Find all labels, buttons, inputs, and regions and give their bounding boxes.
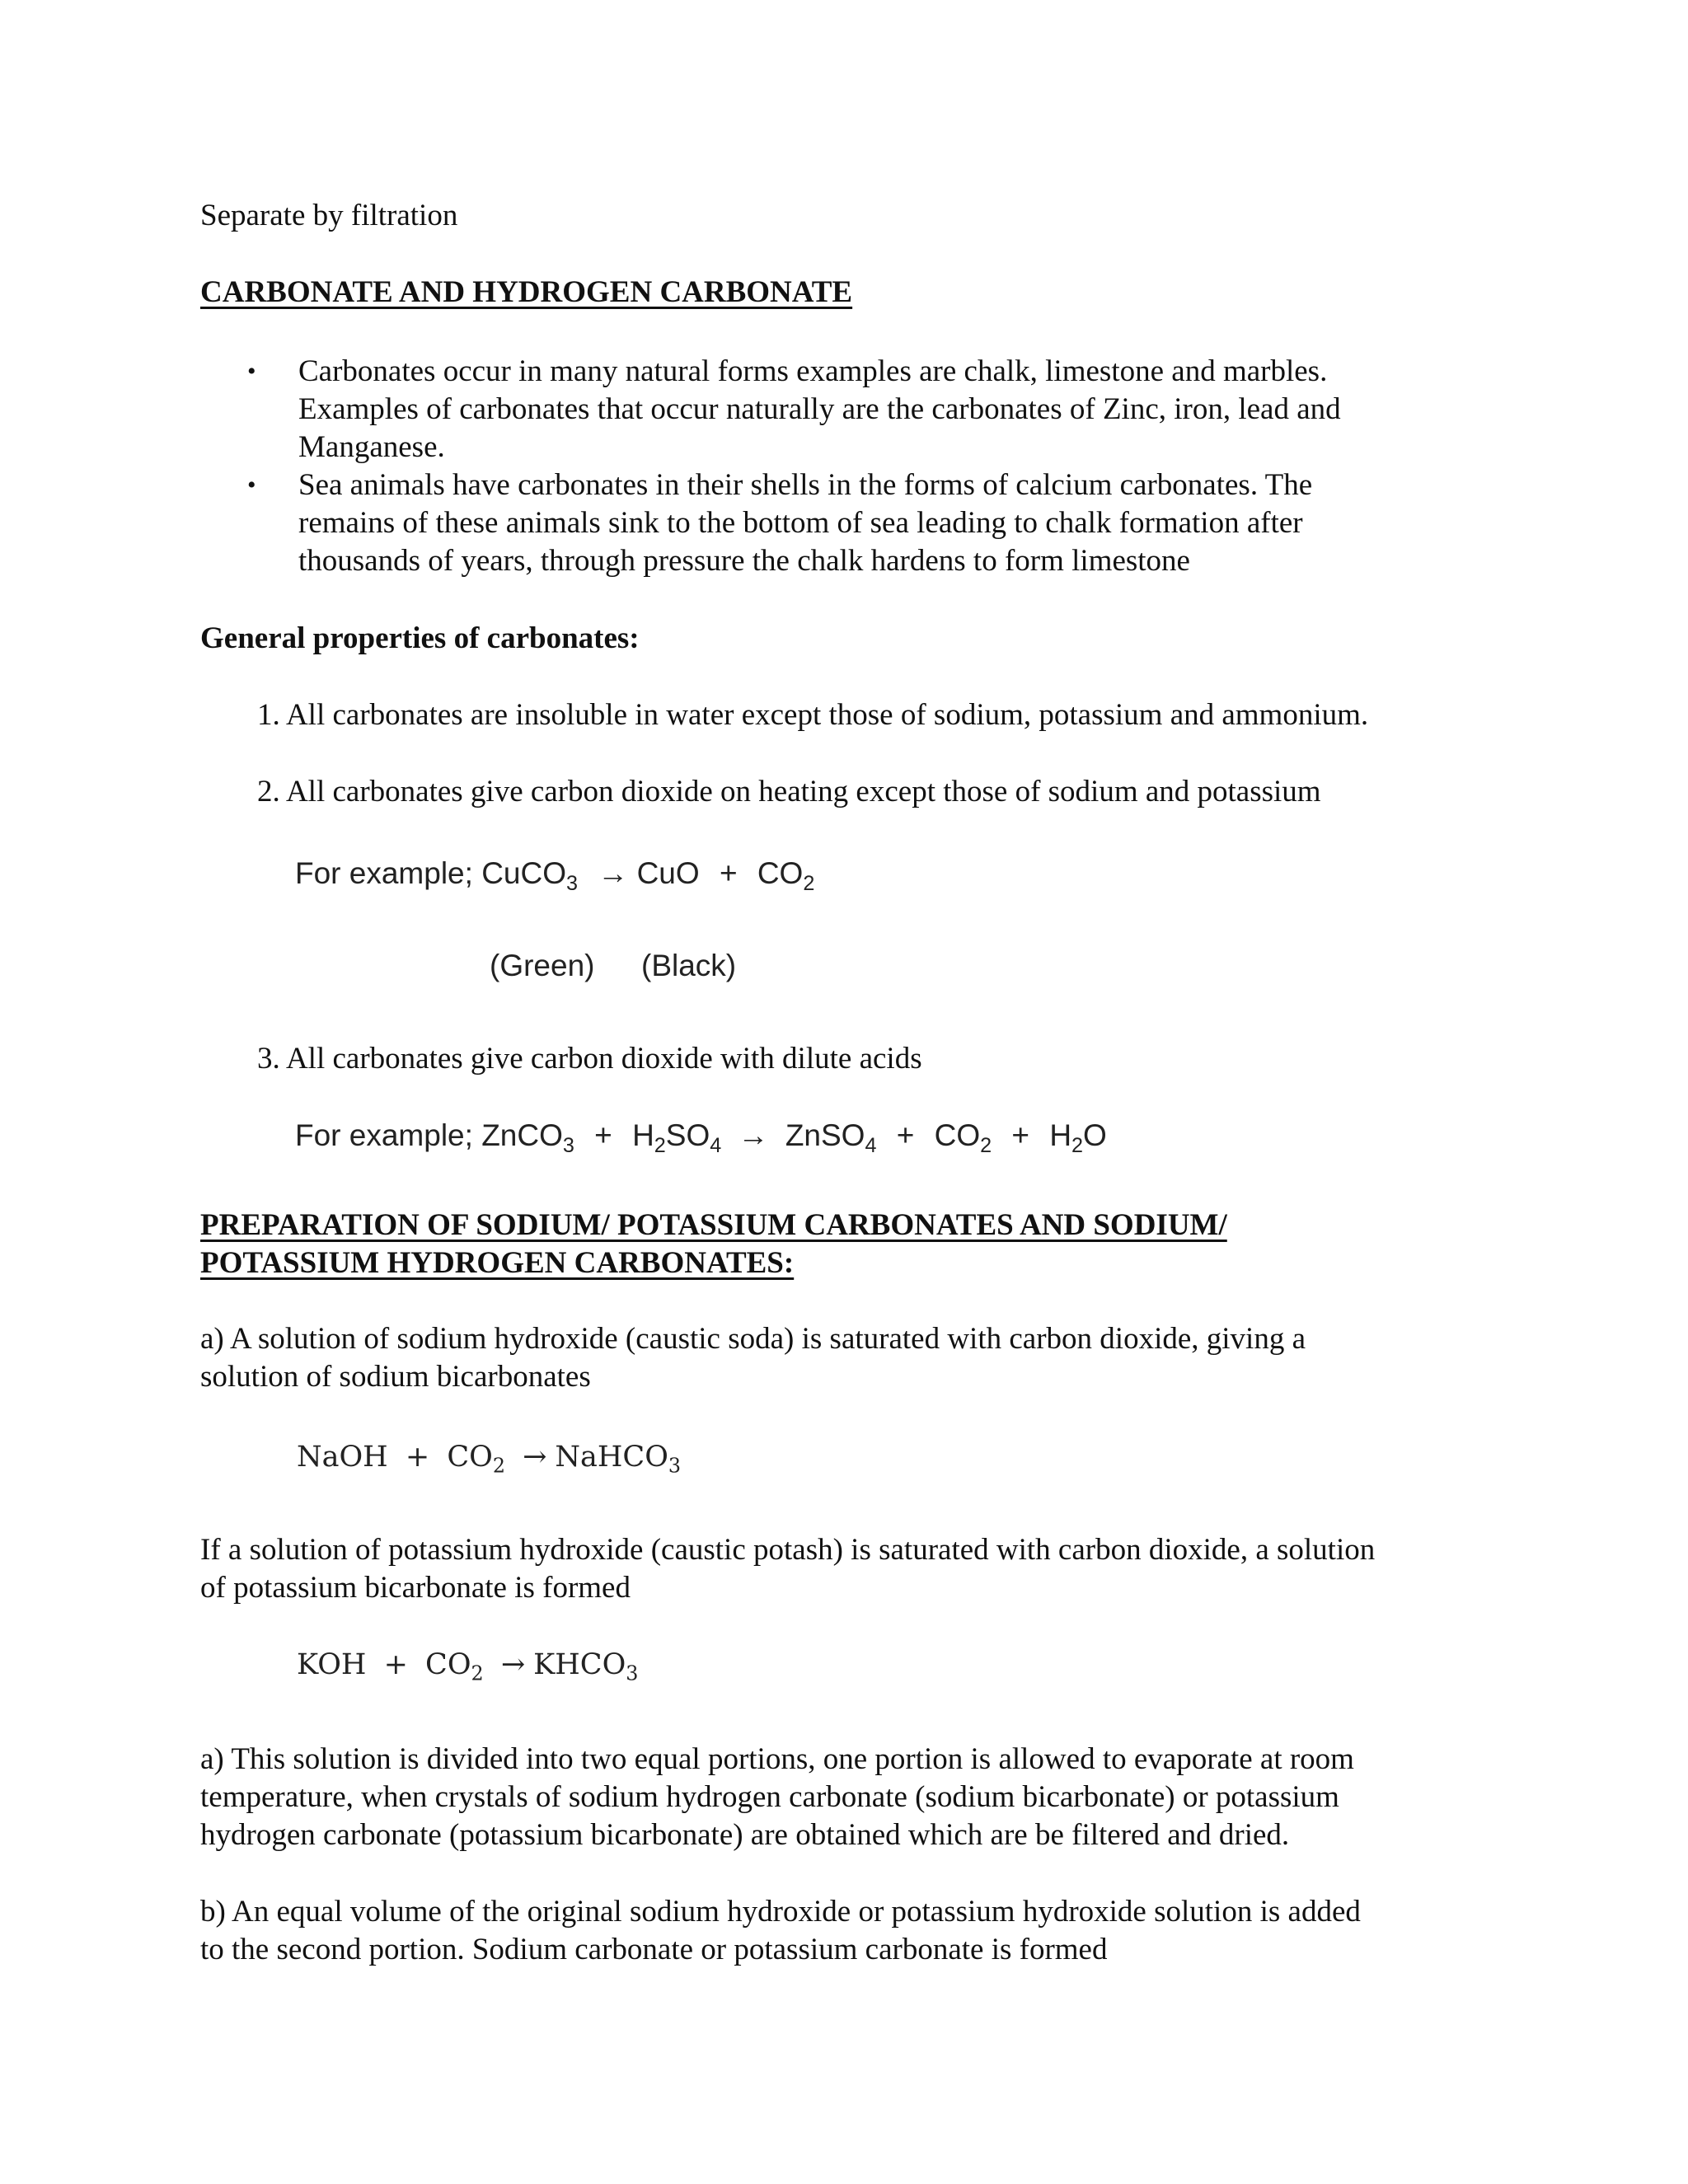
eq1-reactant: CuCO: [481, 856, 567, 890]
eq2-reactant-2a: H: [632, 1118, 654, 1152]
eq1-label-black: (Black): [641, 949, 737, 982]
para-a1-line-1: a) A solution of sodium hydroxide (caustic soda) is saturated with carbon dioxide, giving a: [200, 1322, 1306, 1356]
eq2-product-1: ZnSO: [785, 1118, 865, 1152]
para-potassium-line-1: If a solution of potassium hydroxide (caustic potash) is saturated with carbon dioxide, a solution: [200, 1533, 1376, 1567]
para-a2-line-2: temperature, when crystals of sodium hydrogen carbonate (sodium bicarbonate) or potassium: [200, 1780, 1339, 1814]
heading-carbonate-hydrogen-carbonate: CARBONATE AND HYDROGEN CARBONATE: [200, 275, 853, 309]
eq2-reactant-1: ZnCO: [481, 1118, 563, 1152]
para-a2-line-3: hydrogen carbonate (potassium bicarbonate) are obtained which are be filtered and dried.: [200, 1818, 1290, 1852]
eq3-reactant-1: NaOH: [297, 1441, 388, 1474]
eq2-reactant-1-sub: 3: [562, 1134, 574, 1158]
eq2-plus: +: [1011, 1118, 1030, 1152]
eq2-reactant-2b: SO: [665, 1118, 710, 1152]
equation-sodium-bicarbonate: [297, 1437, 681, 1477]
para-a1-line-2: solution of sodium bicarbonates: [200, 1360, 591, 1394]
para-a2-line-1: a) This solution is divided into two equal portions, one portion is allowed to evaporate at room: [200, 1742, 1354, 1776]
eq2-arrow: →: [738, 1118, 769, 1152]
eq1-plus: +: [719, 856, 738, 890]
bullet-1-line-2: Examples of carbonates that occur naturally are the carbonates of Zinc, iron, lead and: [298, 392, 1341, 426]
eq1-reactant-sub: 3: [566, 872, 579, 896]
bullet-1-line-1: Carbonates occur in many natural forms examples are chalk, limestone and marbles.: [298, 354, 1328, 388]
eq3-reactant-2: CO: [447, 1441, 493, 1474]
eq3-plus: +: [405, 1441, 430, 1474]
equation-copper-carbonate: [295, 854, 815, 896]
eq3-reactant-2-sub: 2: [492, 1454, 505, 1478]
para-b-line-1: b) An equal volume of the original sodium hydroxide or potassium hydroxide solution is added: [200, 1895, 1361, 1929]
eq2-product-2: CO: [934, 1118, 981, 1152]
bullet-2-line-3: thousands of years, through pressure the chalk hardens to form limestone: [298, 544, 1190, 578]
eq2-product-3a-sub: 2: [1071, 1134, 1084, 1158]
bullet-glyph: •: [247, 471, 256, 499]
eq2-product-3b: O: [1083, 1118, 1107, 1152]
eq4-product-sub: 3: [626, 1661, 639, 1685]
heading-preparation-line-2: POTASSIUM HYDROGEN CARBONATES:: [200, 1246, 795, 1280]
para-potassium-line-2: of potassium bicarbonate is formed: [200, 1571, 631, 1605]
eq4-reactant-2-sub: 2: [471, 1661, 484, 1685]
eq2-product-3a: H: [1049, 1118, 1072, 1152]
eq2-plus: +: [594, 1118, 612, 1152]
eq4-product: KHCO: [533, 1648, 626, 1681]
eq1-prefix: For example;: [295, 856, 482, 890]
eq2-product-1-sub: 4: [865, 1134, 877, 1158]
text-separate-by-filtration: Separate by filtration: [200, 199, 458, 232]
bullet-2-line-1: Sea animals have carbonates in their shells in the forms of calcium carbonates. The: [298, 468, 1313, 502]
eq3-product-sub: 3: [668, 1454, 682, 1478]
bullet-glyph: •: [247, 358, 256, 385]
eq4-reactant-1: KOH: [297, 1648, 367, 1681]
eq1-product-1: CuO: [636, 856, 700, 890]
eq3-product: NaHCO: [555, 1441, 668, 1474]
heading-general-properties: General properties of carbonates:: [200, 621, 640, 655]
eq3-arrow: →: [523, 1441, 547, 1474]
eq4-arrow: →: [500, 1648, 526, 1681]
eq2-reactant-2b-sub: 4: [710, 1134, 722, 1158]
eq1-product-2-sub: 2: [803, 872, 815, 896]
property-1: 1. All carbonates are insoluble in water except those of sodium, potassium and ammonium.: [257, 698, 1369, 732]
equation-zinc-carbonate: [295, 1116, 1107, 1158]
heading-preparation-line-1: PREPARATION OF SODIUM/ POTASSIUM CARBONATES AND SODIUM/: [200, 1208, 1227, 1242]
bullet-1-line-3: Manganese.: [298, 430, 445, 464]
eq1-label-green: (Green): [490, 949, 595, 982]
eq1-arrow: →: [598, 856, 629, 890]
property-3: 3. All carbonates give carbon dioxide with dilute acids: [257, 1042, 922, 1076]
eq2-plus: +: [896, 1118, 915, 1152]
eq1-product-2: CO: [757, 856, 804, 890]
para-b-line-2: to the second portion. Sodium carbonate or potassium carbonate is formed: [200, 1933, 1108, 1966]
bullet-2-line-2: remains of these animals sink to the bottom of sea leading to chalk formation after: [298, 506, 1303, 540]
eq4-plus: +: [383, 1648, 408, 1681]
eq2-prefix: For example;: [295, 1118, 482, 1152]
eq2-product-2-sub: 2: [980, 1134, 992, 1158]
property-2: 2. All carbonates give carbon dioxide on heating except those of sodium and potassium: [257, 775, 1321, 808]
eq2-reactant-2a-sub: 2: [654, 1134, 666, 1158]
eq4-reactant-2: CO: [425, 1648, 471, 1681]
equation-potassium-bicarbonate: [297, 1645, 638, 1685]
